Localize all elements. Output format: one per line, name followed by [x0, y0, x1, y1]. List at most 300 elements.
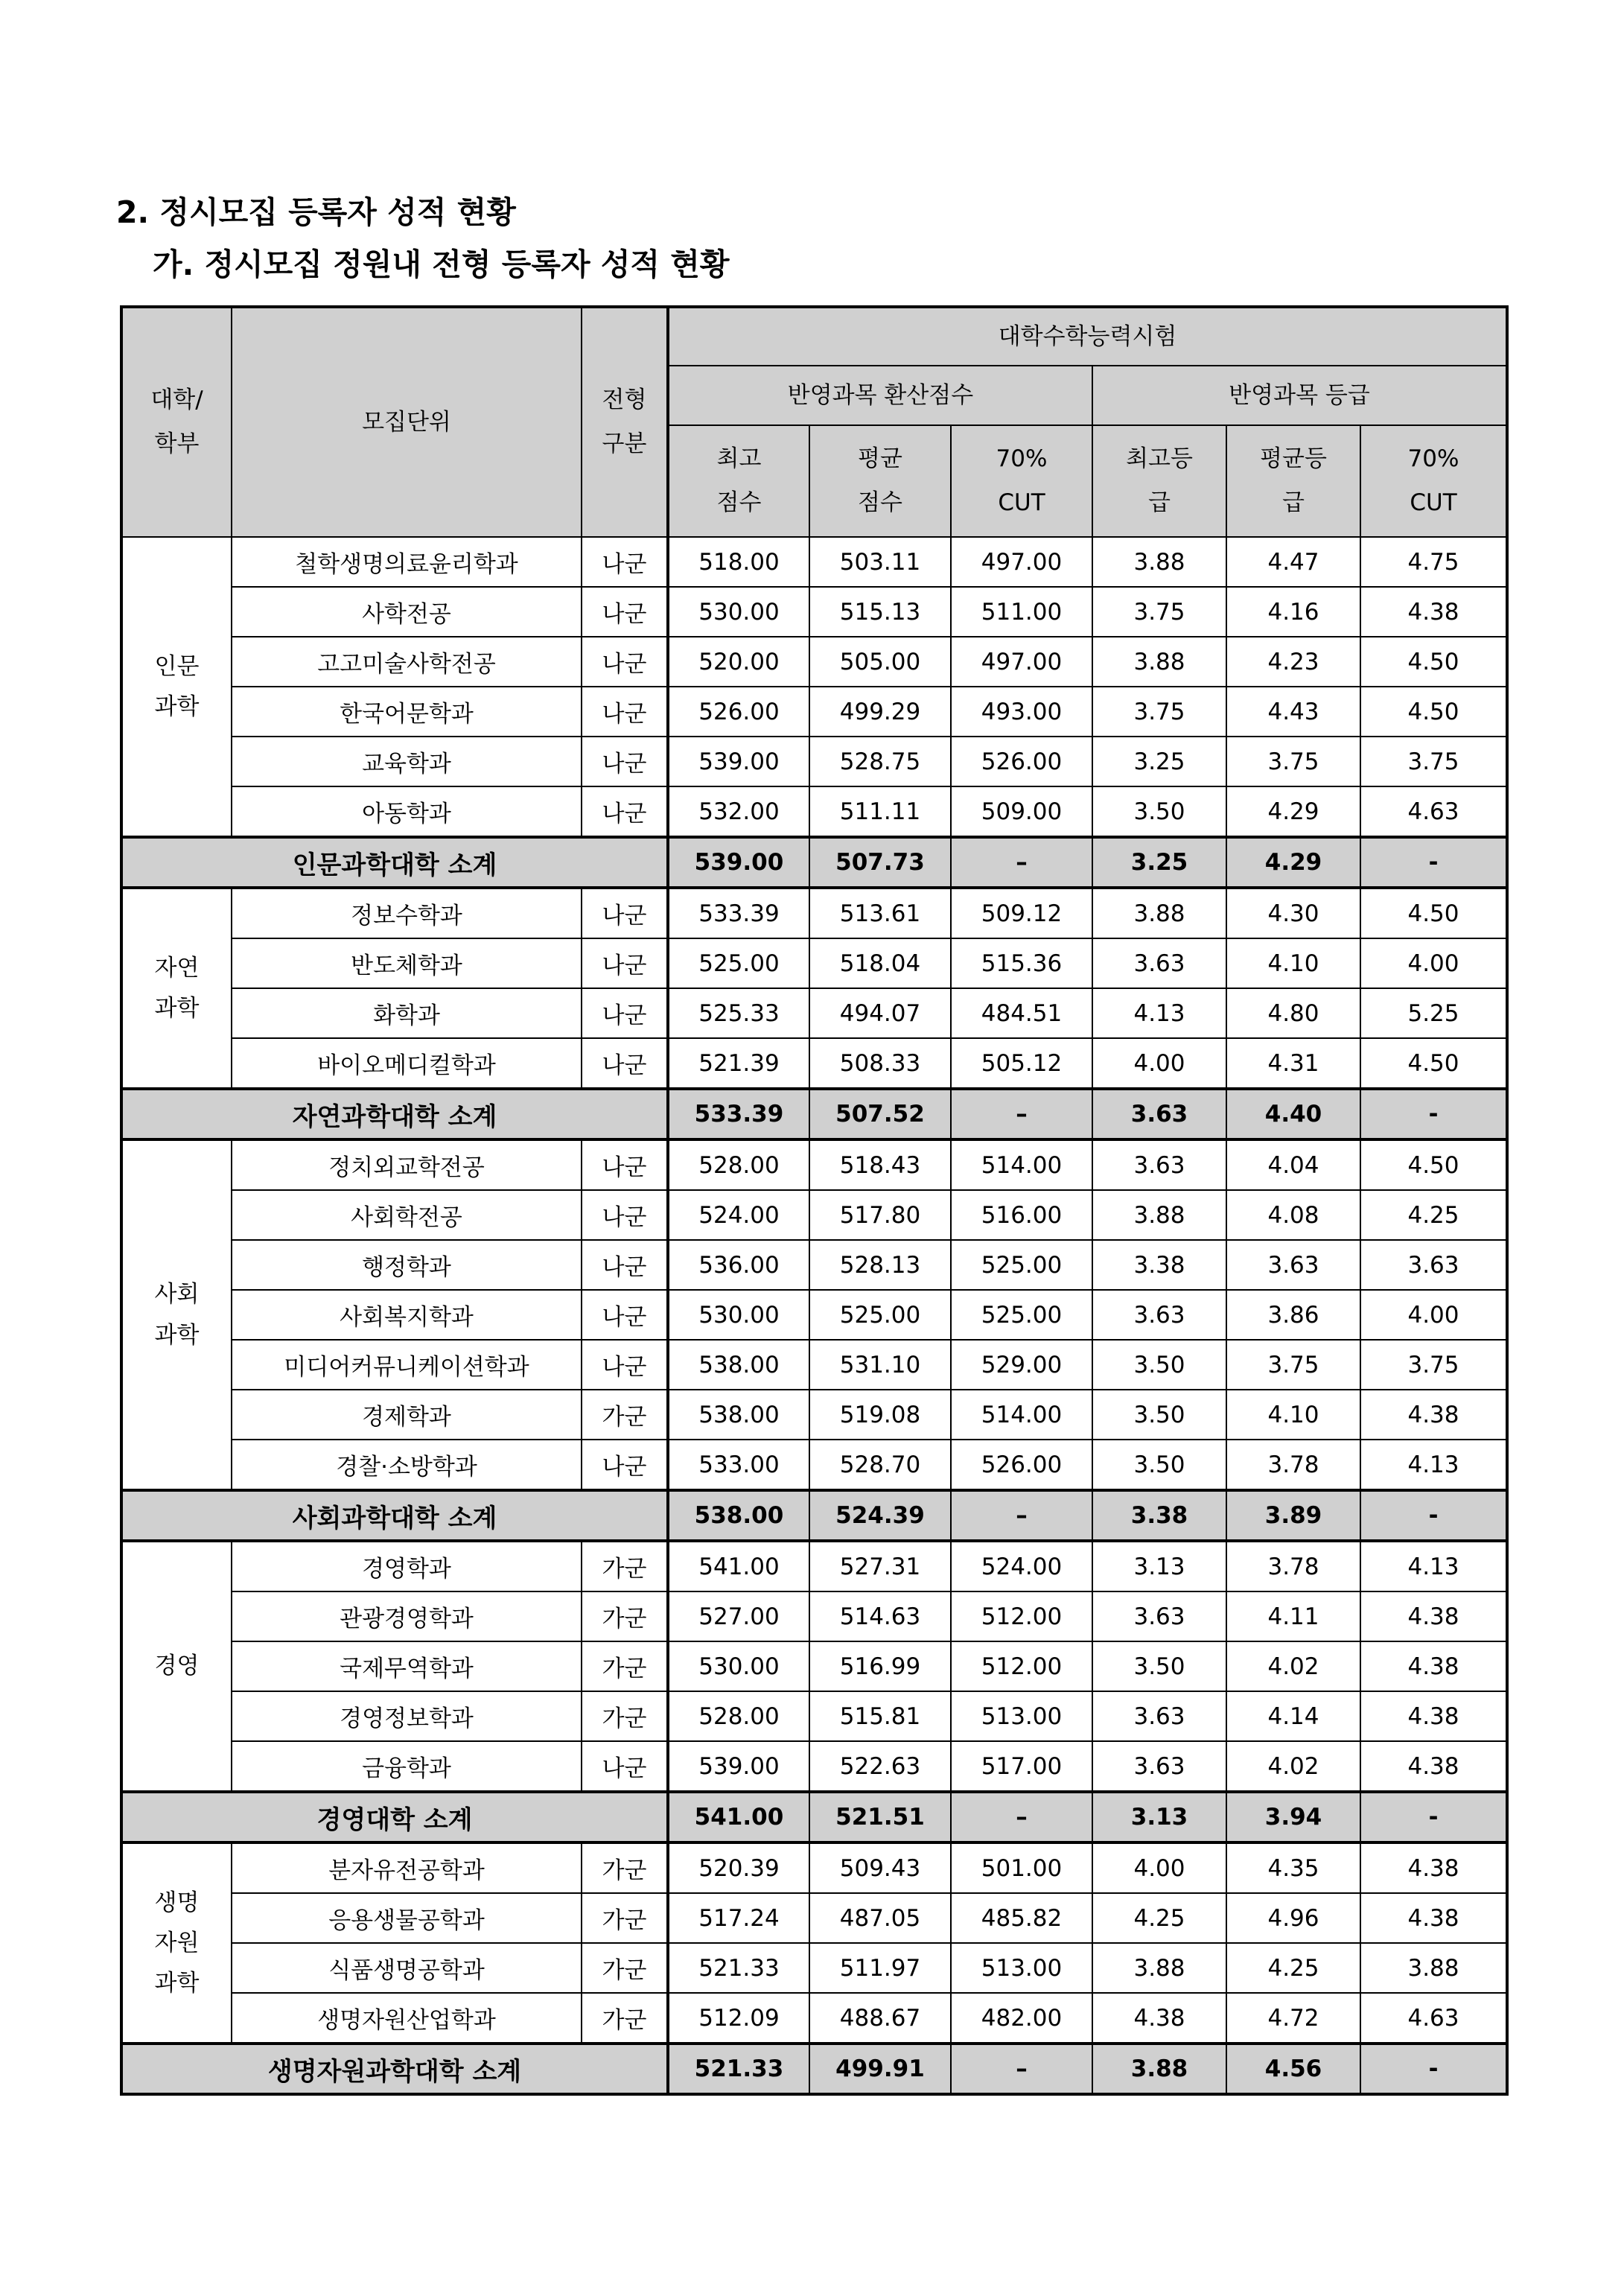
- value-cell: 493.00: [951, 687, 1092, 737]
- value-cell: 517.00: [951, 1741, 1092, 1792]
- value-cell: 3.63: [1092, 938, 1226, 988]
- table-row: [121, 537, 1507, 587]
- type-cell: 가군: [582, 1943, 668, 1993]
- value-cell: 4.13: [1360, 1541, 1507, 1591]
- score-group-header: 반영과목 환산점수: [668, 366, 1092, 425]
- type-cell: 나군: [582, 687, 668, 737]
- type-cell: 나군: [582, 786, 668, 837]
- grade-group-header: 반영과목 등급: [1092, 366, 1507, 425]
- value-cell: 4.00: [1360, 1290, 1507, 1340]
- type-cell: 나군: [582, 587, 668, 637]
- value-cell: 3.75: [1226, 1340, 1360, 1390]
- type-cell: 나군: [582, 737, 668, 786]
- type-header-line2: 구분: [602, 430, 647, 457]
- value-cell: 4.00: [1092, 1038, 1226, 1089]
- subtotal-value: –: [951, 1792, 1092, 1842]
- value-cell: 509.43: [809, 1842, 951, 1893]
- value-cell: 3.75: [1092, 587, 1226, 637]
- subtotal-value: -: [1360, 2044, 1507, 2094]
- subtotal-value: 3.25: [1092, 837, 1226, 888]
- value-cell: 4.50: [1360, 637, 1507, 687]
- subtotal-value: 538.00: [668, 1490, 809, 1541]
- value-cell: 3.88: [1360, 1943, 1507, 1993]
- type-cell: 나군: [582, 1190, 668, 1240]
- value-cell: 4.50: [1360, 1139, 1507, 1190]
- value-cell: 524.00: [951, 1541, 1092, 1591]
- subtotal-value: 521.51: [809, 1792, 951, 1842]
- section-heading: 2. 정시모집 등록자 성적 현황: [116, 194, 516, 230]
- subsection-heading: 가. 정시모집 정원내 전형 등록자 성적 현황: [153, 247, 730, 282]
- value-cell: 538.00: [668, 1340, 809, 1390]
- score-col-header-line2: 점수: [858, 489, 902, 516]
- subtotal-value: 533.39: [668, 1089, 809, 1139]
- value-cell: 503.11: [809, 537, 951, 587]
- value-cell: 3.63: [1360, 1240, 1507, 1290]
- table-row: [121, 1691, 1507, 1741]
- college-header: [121, 307, 232, 537]
- type-cell: 나군: [582, 1340, 668, 1390]
- subtotal-value: 3.88: [1092, 2044, 1226, 2094]
- table-row: [121, 1038, 1507, 1089]
- value-cell: 4.10: [1226, 1390, 1360, 1440]
- value-cell: 538.00: [668, 1390, 809, 1440]
- score-col-header: [951, 425, 1092, 537]
- value-cell: 517.24: [668, 1893, 809, 1943]
- type-cell: 나군: [582, 1290, 668, 1340]
- value-cell: 511.11: [809, 786, 951, 837]
- dept-cell: 행정학과: [232, 1240, 582, 1290]
- subtotal-row: [121, 2044, 1507, 2094]
- type-cell: 나군: [582, 1038, 668, 1089]
- dept-cell: 미디어커뮤니케이션학과: [232, 1340, 582, 1390]
- dept-cell: 철학생명의료윤리학과: [232, 537, 582, 587]
- college-name-line: 인문: [154, 652, 200, 680]
- value-cell: 3.63: [1092, 1139, 1226, 1190]
- value-cell: 514.00: [951, 1139, 1092, 1190]
- value-cell: 530.00: [668, 587, 809, 637]
- type-cell: 가군: [582, 1993, 668, 2044]
- dept-cell: 경영정보학과: [232, 1691, 582, 1741]
- type-cell: 가군: [582, 1591, 668, 1641]
- value-cell: 513.00: [951, 1943, 1092, 1993]
- value-cell: 4.13: [1092, 988, 1226, 1038]
- value-cell: 533.00: [668, 1440, 809, 1490]
- value-cell: 513.00: [951, 1691, 1092, 1741]
- value-cell: 521.39: [668, 1038, 809, 1089]
- value-cell: 3.75: [1092, 687, 1226, 737]
- dept-cell: 생명자원산업학과: [232, 1993, 582, 2044]
- value-cell: 482.00: [951, 1993, 1092, 2044]
- college-cell: [121, 888, 232, 1089]
- dept-cell: 아동학과: [232, 786, 582, 837]
- grade-col-header-line2: 급: [1148, 489, 1171, 516]
- college-name-line: 자연: [154, 954, 200, 982]
- type-cell: 가군: [582, 1842, 668, 1893]
- value-cell: 3.78: [1226, 1440, 1360, 1490]
- type-cell: 가군: [582, 1641, 668, 1691]
- value-cell: 488.67: [809, 1993, 951, 2044]
- value-cell: 4.23: [1226, 637, 1360, 687]
- dept-cell: 경찰·소방학과: [232, 1440, 582, 1490]
- type-cell: 나군: [582, 888, 668, 938]
- value-cell: 4.02: [1226, 1741, 1360, 1792]
- dept-cell: 국제무역학과: [232, 1641, 582, 1691]
- value-cell: 528.00: [668, 1691, 809, 1741]
- value-cell: 3.25: [1092, 737, 1226, 786]
- subtotal-value: 524.39: [809, 1490, 951, 1541]
- value-cell: 514.00: [951, 1390, 1092, 1440]
- value-cell: 539.00: [668, 1741, 809, 1792]
- value-cell: 4.50: [1360, 1038, 1507, 1089]
- value-cell: 517.80: [809, 1190, 951, 1240]
- dept-cell: 사회복지학과: [232, 1290, 582, 1340]
- value-cell: 508.33: [809, 1038, 951, 1089]
- college-name-line: 과학: [154, 1970, 200, 1997]
- table-row: [121, 1591, 1507, 1641]
- value-cell: 501.00: [951, 1842, 1092, 1893]
- college-header-line2: 학부: [154, 430, 200, 457]
- value-cell: 3.88: [1092, 1943, 1226, 1993]
- subtotal-label: 생명자원과학대학 소계: [121, 2044, 668, 2094]
- value-cell: 3.88: [1092, 537, 1226, 587]
- value-cell: 3.50: [1092, 786, 1226, 837]
- value-cell: 3.63: [1092, 1691, 1226, 1741]
- value-cell: 3.88: [1092, 637, 1226, 687]
- value-cell: 4.80: [1226, 988, 1360, 1038]
- subtotal-value: 3.38: [1092, 1490, 1226, 1541]
- score-col-header: [809, 425, 951, 537]
- score-col-header-line2: CUT: [998, 489, 1045, 516]
- table-row: [121, 938, 1507, 988]
- college-name-line: 과학: [154, 693, 200, 720]
- table-row: [121, 888, 1507, 938]
- value-cell: 516.00: [951, 1190, 1092, 1240]
- value-cell: 3.88: [1092, 1190, 1226, 1240]
- value-cell: 4.25: [1360, 1190, 1507, 1240]
- value-cell: 530.00: [668, 1641, 809, 1691]
- college-name-line: 과학: [154, 995, 200, 1022]
- value-cell: 485.82: [951, 1893, 1092, 1943]
- dept-cell: 정보수학과: [232, 888, 582, 938]
- value-cell: 539.00: [668, 737, 809, 786]
- value-cell: 3.50: [1092, 1641, 1226, 1691]
- table-row: [121, 1893, 1507, 1943]
- subtotal-value: -: [1360, 1792, 1507, 1842]
- value-cell: 487.05: [809, 1893, 951, 1943]
- value-cell: 525.00: [809, 1290, 951, 1340]
- subtotal-value: 507.73: [809, 837, 951, 888]
- subtotal-value: 3.63: [1092, 1089, 1226, 1139]
- dept-cell: 한국어문학과: [232, 687, 582, 737]
- value-cell: 3.88: [1092, 888, 1226, 938]
- table-row: [121, 1240, 1507, 1290]
- value-cell: 499.29: [809, 687, 951, 737]
- value-cell: 4.63: [1360, 1993, 1507, 2044]
- value-cell: 536.00: [668, 1240, 809, 1290]
- subtotal-row: [121, 1490, 1507, 1541]
- college-header-line1: 대학/: [150, 387, 203, 414]
- grade-col-header: [1226, 425, 1360, 537]
- subtotal-value: 3.89: [1226, 1490, 1360, 1541]
- subtotal-value: –: [951, 2044, 1092, 2094]
- subtotal-value: –: [951, 1089, 1092, 1139]
- value-cell: 4.11: [1226, 1591, 1360, 1641]
- value-cell: 528.70: [809, 1440, 951, 1490]
- value-cell: 4.13: [1360, 1440, 1507, 1490]
- table-row: [121, 1641, 1507, 1691]
- value-cell: 527.00: [668, 1591, 809, 1641]
- college-cell: [121, 537, 232, 837]
- college-name-line: 경영: [154, 1653, 200, 1680]
- value-cell: 512.00: [951, 1641, 1092, 1691]
- dept-cell: 화학과: [232, 988, 582, 1038]
- subtotal-value: 539.00: [668, 837, 809, 888]
- subtotal-value: –: [951, 1490, 1092, 1541]
- table-row: [121, 737, 1507, 786]
- subtotal-value: 4.29: [1226, 837, 1360, 888]
- value-cell: 519.08: [809, 1390, 951, 1440]
- table-row: [121, 1340, 1507, 1390]
- score-col-header-line1: 70%: [996, 445, 1048, 473]
- type-cell: 나군: [582, 1240, 668, 1290]
- value-cell: 541.00: [668, 1541, 809, 1591]
- type-cell: 가군: [582, 1390, 668, 1440]
- type-cell: 가군: [582, 1541, 668, 1591]
- value-cell: 4.75: [1360, 537, 1507, 587]
- value-cell: 4.00: [1092, 1842, 1226, 1893]
- value-cell: 515.13: [809, 587, 951, 637]
- value-cell: 497.00: [951, 637, 1092, 687]
- subtotal-row: [121, 837, 1507, 888]
- value-cell: 525.00: [951, 1290, 1092, 1340]
- table-row: [121, 1541, 1507, 1591]
- value-cell: 4.08: [1226, 1190, 1360, 1240]
- value-cell: 528.13: [809, 1240, 951, 1290]
- value-cell: 514.63: [809, 1591, 951, 1641]
- subtotal-value: 541.00: [668, 1792, 809, 1842]
- suneung-header: 대학수학능력시험: [668, 307, 1507, 366]
- value-cell: 530.00: [668, 1290, 809, 1340]
- dept-cell: 분자유전공학과: [232, 1842, 582, 1893]
- value-cell: 505.00: [809, 637, 951, 687]
- type-cell: 나군: [582, 938, 668, 988]
- value-cell: 484.51: [951, 988, 1092, 1038]
- value-cell: 4.04: [1226, 1139, 1360, 1190]
- dept-cell: 교육학과: [232, 737, 582, 786]
- value-cell: 4.25: [1092, 1893, 1226, 1943]
- type-cell: 나군: [582, 637, 668, 687]
- value-cell: 511.00: [951, 587, 1092, 637]
- value-cell: 527.31: [809, 1541, 951, 1591]
- grade-col-header-line2: CUT: [1410, 489, 1457, 516]
- value-cell: 4.96: [1226, 1893, 1360, 1943]
- subtotal-value: 507.52: [809, 1089, 951, 1139]
- table-row: [121, 1842, 1507, 1893]
- value-cell: 4.00: [1360, 938, 1507, 988]
- value-cell: 526.00: [951, 737, 1092, 786]
- grade-col-header: [1360, 425, 1507, 537]
- value-cell: 4.35: [1226, 1842, 1360, 1893]
- value-cell: 531.10: [809, 1340, 951, 1390]
- table-row: [121, 1993, 1507, 2044]
- dept-cell: 금융학과: [232, 1741, 582, 1792]
- value-cell: 3.50: [1092, 1340, 1226, 1390]
- value-cell: 520.00: [668, 637, 809, 687]
- value-cell: 3.75: [1360, 737, 1507, 786]
- value-cell: 516.99: [809, 1641, 951, 1691]
- value-cell: 525.33: [668, 988, 809, 1038]
- type-cell: 나군: [582, 1440, 668, 1490]
- table-row: [121, 637, 1507, 687]
- subtotal-value: 499.91: [809, 2044, 951, 2094]
- score-col-header: [668, 425, 809, 537]
- value-cell: 525.00: [951, 1240, 1092, 1290]
- college-name-line: 사회: [154, 1281, 200, 1308]
- value-cell: 525.00: [668, 938, 809, 988]
- table-row: [121, 1139, 1507, 1190]
- grade-col-header-line1: 평균등: [1260, 445, 1327, 473]
- table-row: [121, 1741, 1507, 1792]
- type-header-line1: 전형: [602, 387, 647, 414]
- unit-header: 모집단위: [232, 307, 582, 537]
- value-cell: 3.13: [1092, 1541, 1226, 1591]
- subtotal-row: [121, 1792, 1507, 1842]
- dept-cell: 사학전공: [232, 587, 582, 637]
- college-cell: [121, 1842, 232, 2044]
- dept-cell: 반도체학과: [232, 938, 582, 988]
- dept-cell: 사회학전공: [232, 1190, 582, 1240]
- value-cell: 4.38: [1360, 1591, 1507, 1641]
- value-cell: 526.00: [951, 1440, 1092, 1490]
- value-cell: 494.07: [809, 988, 951, 1038]
- value-cell: 4.38: [1360, 1893, 1507, 1943]
- value-cell: 522.63: [809, 1741, 951, 1792]
- value-cell: 4.50: [1360, 888, 1507, 938]
- value-cell: 497.00: [951, 537, 1092, 587]
- value-cell: 4.29: [1226, 786, 1360, 837]
- value-cell: 524.00: [668, 1190, 809, 1240]
- dept-cell: 경제학과: [232, 1390, 582, 1440]
- value-cell: 4.38: [1360, 1691, 1507, 1741]
- value-cell: 4.63: [1360, 786, 1507, 837]
- value-cell: 4.16: [1226, 587, 1360, 637]
- value-cell: 3.50: [1092, 1440, 1226, 1490]
- value-cell: 515.81: [809, 1691, 951, 1741]
- value-cell: 518.00: [668, 537, 809, 587]
- subtotal-value: -: [1360, 1089, 1507, 1139]
- value-cell: 4.14: [1226, 1691, 1360, 1741]
- table-row: [121, 1943, 1507, 1993]
- value-cell: 3.63: [1092, 1591, 1226, 1641]
- subtotal-value: 4.56: [1226, 2044, 1360, 2094]
- dept-cell: 경영학과: [232, 1541, 582, 1591]
- subtotal-label: 자연과학대학 소계: [121, 1089, 668, 1139]
- dept-cell: 관광경영학과: [232, 1591, 582, 1641]
- value-cell: 528.75: [809, 737, 951, 786]
- value-cell: 520.39: [668, 1842, 809, 1893]
- dept-cell: 바이오메디컬학과: [232, 1038, 582, 1089]
- table-row: [121, 786, 1507, 837]
- value-cell: 4.72: [1226, 1993, 1360, 2044]
- value-cell: 4.31: [1226, 1038, 1360, 1089]
- college-name-line: 생명: [154, 1889, 200, 1916]
- value-cell: 4.25: [1226, 1943, 1360, 1993]
- value-cell: 5.25: [1360, 988, 1507, 1038]
- type-cell: 나군: [582, 1139, 668, 1190]
- value-cell: 3.63: [1092, 1741, 1226, 1792]
- value-cell: 4.38: [1360, 587, 1507, 637]
- type-cell: 가군: [582, 1893, 668, 1943]
- value-cell: 3.86: [1226, 1290, 1360, 1340]
- subtotal-label: 사회과학대학 소계: [121, 1490, 668, 1541]
- value-cell: 4.10: [1226, 938, 1360, 988]
- value-cell: 3.63: [1092, 1290, 1226, 1340]
- table-row: [121, 1390, 1507, 1440]
- subtotal-value: 3.94: [1226, 1792, 1360, 1842]
- grade-col-header-line1: 최고등: [1126, 445, 1193, 473]
- value-cell: 512.09: [668, 1993, 809, 2044]
- table-row: [121, 1440, 1507, 1490]
- table-row: [121, 988, 1507, 1038]
- subtotal-value: -: [1360, 1490, 1507, 1541]
- table-row: [121, 1190, 1507, 1240]
- value-cell: 533.39: [668, 888, 809, 938]
- value-cell: 4.02: [1226, 1641, 1360, 1691]
- college-name-line: 과학: [154, 1321, 200, 1349]
- dept-cell: 정치외교학전공: [232, 1139, 582, 1190]
- value-cell: 4.43: [1226, 687, 1360, 737]
- value-cell: 505.12: [951, 1038, 1092, 1089]
- value-cell: 4.47: [1226, 537, 1360, 587]
- admission-score-table: [120, 305, 1509, 2096]
- grade-col-header: [1092, 425, 1226, 537]
- value-cell: 4.38: [1360, 1390, 1507, 1440]
- type-cell: 가군: [582, 1691, 668, 1741]
- grade-col-header-line1: 70%: [1407, 445, 1459, 473]
- value-cell: 4.50: [1360, 687, 1507, 737]
- subtotal-value: –: [951, 837, 1092, 888]
- value-cell: 3.63: [1226, 1240, 1360, 1290]
- score-col-header-line1: 평균: [858, 445, 902, 473]
- value-cell: 4.38: [1360, 1842, 1507, 1893]
- value-cell: 4.30: [1226, 888, 1360, 938]
- value-cell: 3.50: [1092, 1390, 1226, 1440]
- value-cell: 3.38: [1092, 1240, 1226, 1290]
- value-cell: 3.78: [1226, 1541, 1360, 1591]
- table-row: [121, 1290, 1507, 1340]
- value-cell: 509.12: [951, 888, 1092, 938]
- value-cell: 515.36: [951, 938, 1092, 988]
- value-cell: 4.38: [1360, 1741, 1507, 1792]
- subtotal-label: 인문과학대학 소계: [121, 837, 668, 888]
- dept-cell: 고고미술사학전공: [232, 637, 582, 687]
- value-cell: 529.00: [951, 1340, 1092, 1390]
- subtotal-value: 521.33: [668, 2044, 809, 2094]
- college-name-line: 자원: [154, 1929, 200, 1956]
- subtotal-value: 3.13: [1092, 1792, 1226, 1842]
- table-row: [121, 587, 1507, 637]
- value-cell: 513.61: [809, 888, 951, 938]
- type-cell: 나군: [582, 988, 668, 1038]
- value-cell: 511.97: [809, 1943, 951, 1993]
- type-header: [582, 307, 668, 537]
- value-cell: 518.43: [809, 1139, 951, 1190]
- subtotal-value: -: [1360, 837, 1507, 888]
- value-cell: 509.00: [951, 786, 1092, 837]
- college-cell: [121, 1541, 232, 1792]
- subtotal-label: 경영대학 소계: [121, 1792, 668, 1842]
- value-cell: 526.00: [668, 687, 809, 737]
